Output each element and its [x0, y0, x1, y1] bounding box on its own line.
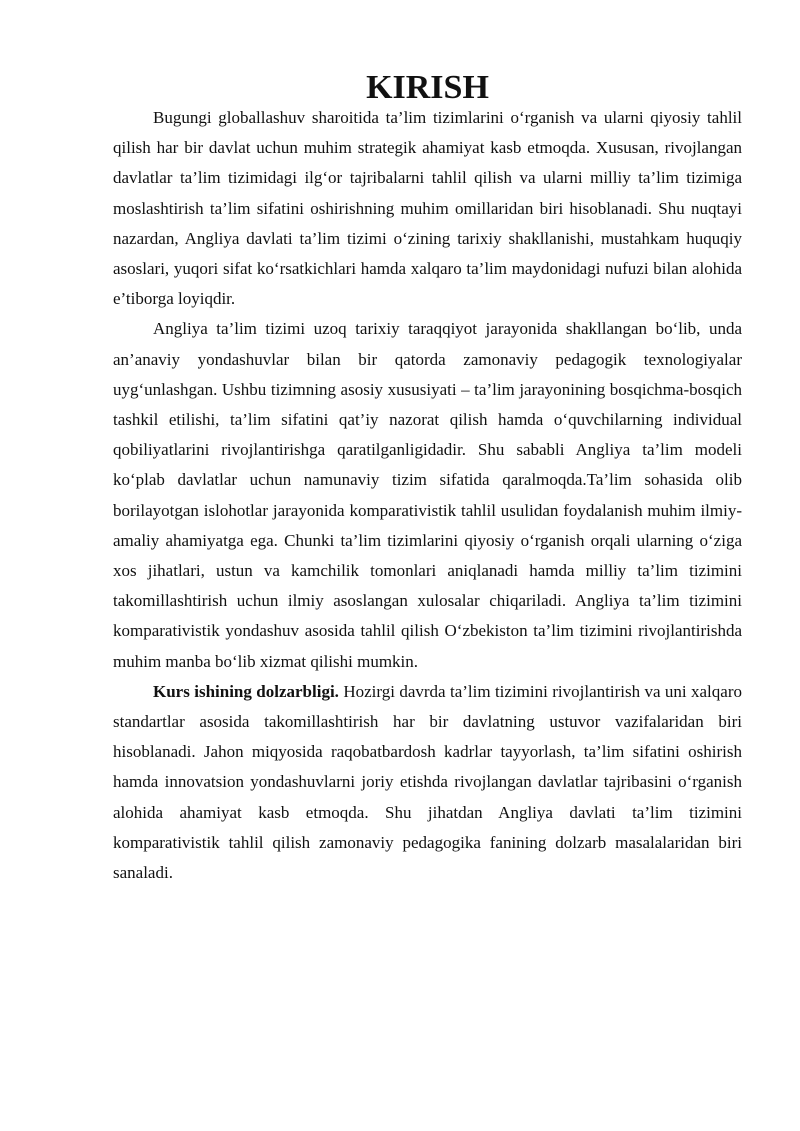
paragraph-relevance	[113, 677, 742, 888]
paragraph-intro-text: Bugungi globallashuv sharoitida ta’lim tizimlarini o‘rganish va ularni qiyosiy tahlil qilish har bir davlat uchun muhim strategik ahamiyat kasb etmoqda. Xususan, rivojlangan davlatlar ta’lim tizimidagi ilg‘or tajribalarni tahlil qilish va ularni milliy ta’lim tizimiga moslashtirish ta’lim sifatini oshirishning muhim omillaridan biri hisoblanadi. Shu nuqtayi nazardan, Angliya davlati ta’lim tizimi o‘zining tarixiy shakllanishi, mustahkam huquqiy asoslari, yuqori sifat ko‘rsatkichlari hamda xalqaro ta’lim maydonidagi nufuzi bilan alohida e’tiborga loyiqdir.	[113, 108, 742, 309]
paragraph-intro	[113, 103, 742, 314]
paragraph-england-system-text: Angliya ta’lim tizimi uzoq tarixiy taraqqiyot jarayonida shakllangan bo‘lib, unda an’anaviy yondashuvlar bilan bir qatorda zamonaviy pedagogik texnologiyalar uyg‘unlashgan. Ushbu tizimning asosiy xususiyati – ta’lim jarayonining bosqichma-bosqich tashkil etilishi, ta’lim sifatini qat’iy nazorat qilish hamda o‘quvchilarning individual qobiliyatlarini rivojlantirishga qaratilganligidadir. Shu sababli Angliya ta’lim modeli ko‘plab davlatlar uchun namunaviy tizim sifatida qaralmoqda.Ta’lim sohasida olib borilayotgan islohotlar jarayonida komparativistik tahlil usulidan foydalanish muhim ilmiy-amaliy ahamiyatga ega. Chunki ta’lim tizimlarini qiyosiy o‘rganish orqali ularning o‘ziga xos jihatlari, ustun va kamchilik tomonlari aniqlanadi hamda milliy ta’lim tizimini takomillashtirish uchun ilmiy asoslangan xulosalar chiqariladi. Angliya ta’lim tizimini komparativistik yondashuv asosida tahlil qilish O‘zbekiston ta’lim tizimini rivojlantirishda muhim manba bo‘lib xizmat qilishi mumkin.	[113, 319, 742, 671]
document-page	[113, 69, 742, 888]
paragraph-relevance-text: Hozirgi davrda ta’lim tizimini rivojlantirish va uni xalqaro standartlar asosida takomillashtirish har bir davlatning ustuvor vazifalaridan biri hisoblanadi. Jahon miqyosida raqobatbardosh kadrlar tayyorlash, ta’lim sifatini oshirish hamda innovatsion yondashuvlarni joriy etishda rivojlangan davlatlar tajribasini o‘rganish alohida ahamiyat kasb etmoqda. Shu jihatdan Angliya davlati ta’lim tizimini komparativistik tahlil qilish zamonaviy pedagogika fanining dolzarb masalalaridan biri sanaladi.	[113, 681, 742, 883]
page-title: KIRISH	[366, 69, 489, 106]
paragraph-relevance-lead: Kurs ishining dolzarbligi.	[153, 681, 339, 701]
paragraph-england-system	[113, 314, 742, 676]
